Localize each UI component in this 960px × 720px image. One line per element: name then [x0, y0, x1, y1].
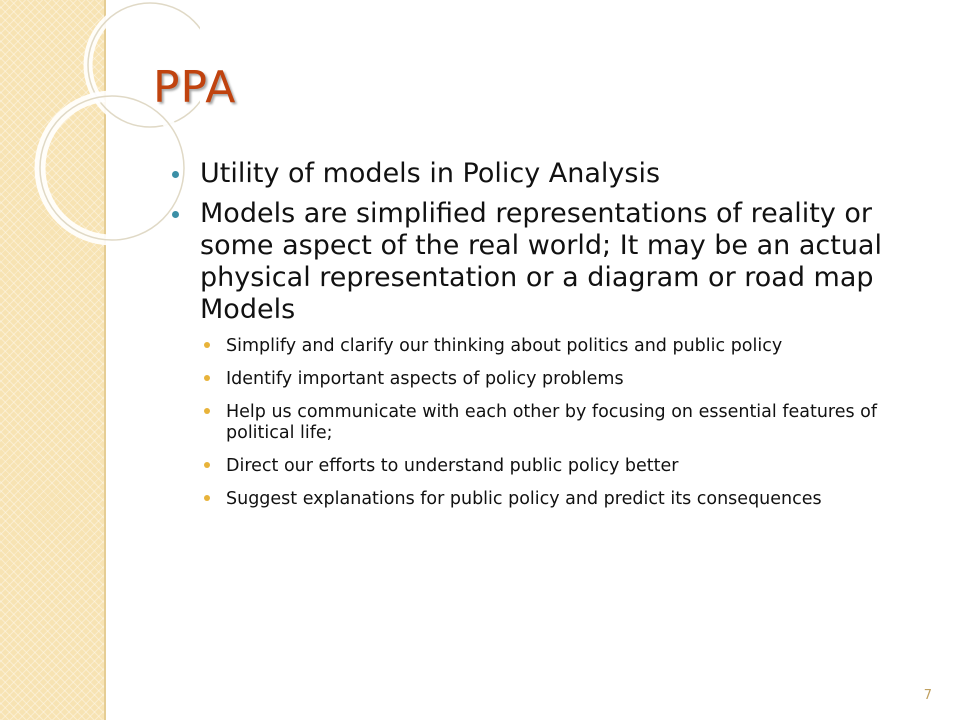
sub-bullet-item — [200, 369, 912, 390]
sub-bullet-text: Identify important aspects of policy problems — [226, 369, 624, 389]
bullet-text: Models are simplified representations of reality or some aspect of the real world; It may be an actual physical representation or a diagram or road map Models — [200, 198, 882, 325]
bullet-dot-icon — [172, 171, 179, 178]
sub-bullet-text: Simplify and clarify our thinking about politics and public policy — [226, 336, 783, 356]
bullet-item — [172, 198, 912, 510]
bullet-dot-icon — [172, 211, 179, 218]
sub-bullet-list — [200, 336, 912, 510]
sub-bullet-text: Suggest explanations for public policy and predict its consequences — [226, 489, 822, 509]
sub-bullet-text: Help us communicate with each other by focusing on essential features of political life; — [226, 402, 878, 443]
sub-bullet-dot-icon — [204, 462, 210, 468]
sub-bullet-dot-icon — [204, 495, 210, 501]
sub-bullet-dot-icon — [204, 375, 210, 381]
bullet-list — [172, 158, 912, 522]
sub-bullet-item — [200, 456, 912, 477]
sub-bullet-dot-icon — [204, 342, 210, 348]
sub-bullet-text: Direct our efforts to understand public policy better — [226, 456, 679, 476]
sub-bullet-dot-icon — [204, 408, 210, 414]
bullet-text: Utility of models in Policy Analysis — [200, 158, 661, 189]
decorative-side-band — [0, 0, 104, 720]
side-band-divider — [104, 0, 106, 720]
sub-bullet-item — [200, 336, 912, 357]
sub-bullet-item — [200, 489, 912, 510]
slide-title: PPA — [153, 62, 237, 113]
page-number: 7 — [923, 688, 932, 703]
sub-bullet-item — [200, 402, 912, 444]
bullet-item — [172, 158, 912, 190]
